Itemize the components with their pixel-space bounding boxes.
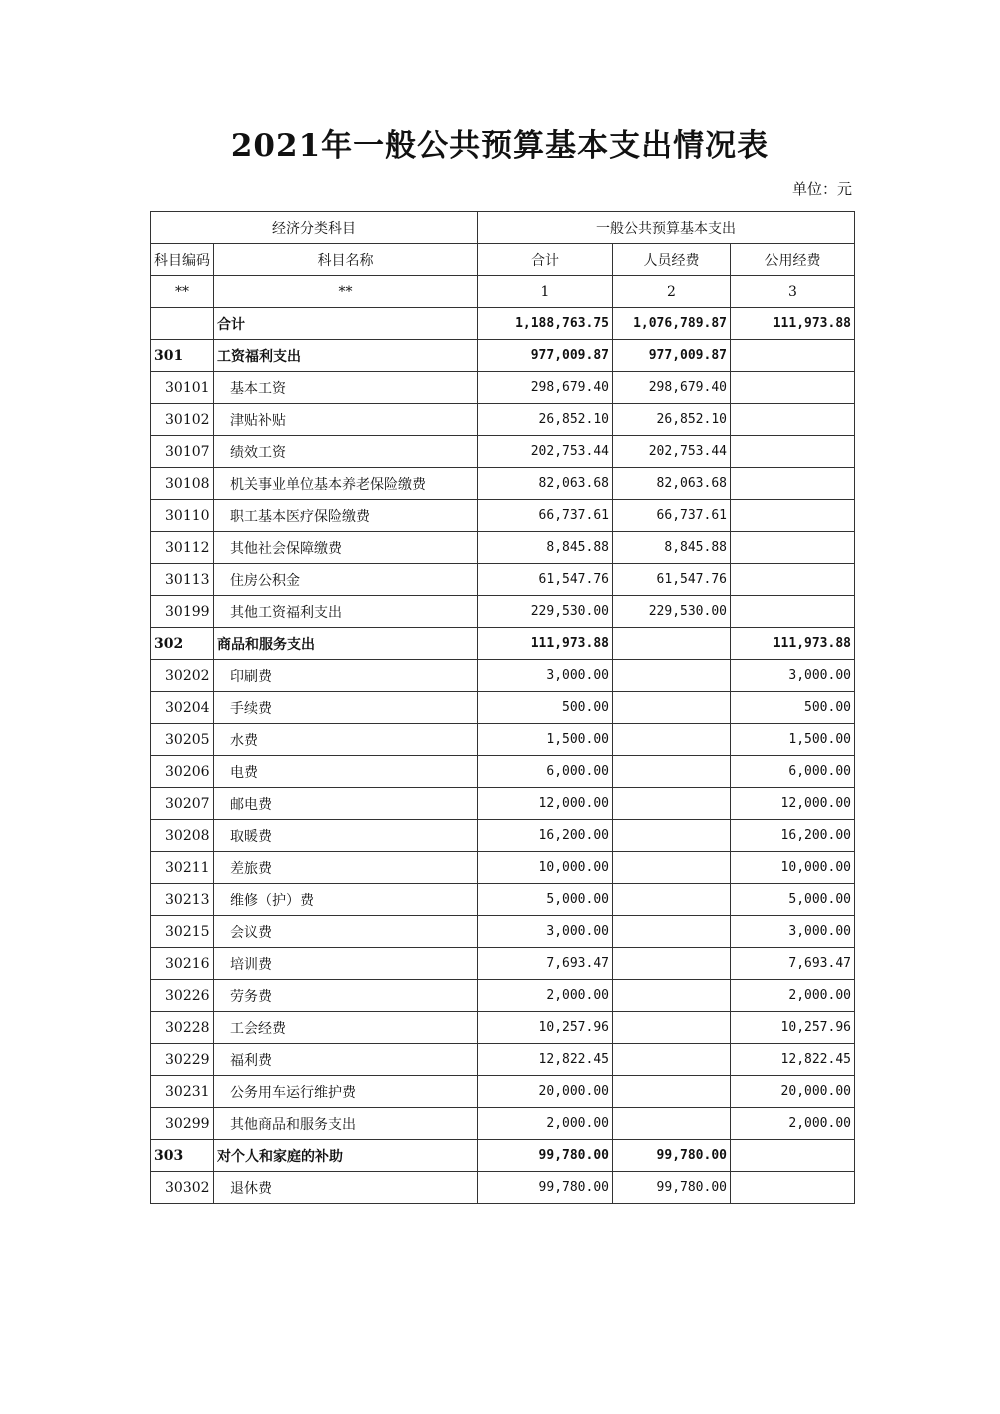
row-personnel [613,980,731,1012]
row-personnel [613,820,731,852]
row-code: 30208 [151,820,214,852]
row-personnel [613,788,731,820]
row-name: 印刷费 [214,660,478,692]
table-row [151,1140,855,1172]
row-personnel: 99,780.00 [613,1140,731,1172]
row-public: 1,500.00 [731,724,855,756]
row-personnel [613,1044,731,1076]
row-code: 30211 [151,852,214,884]
table-row [151,628,855,660]
row-code: 30207 [151,788,214,820]
index-2: 2 [613,276,731,308]
row-total: 16,200.00 [478,820,613,852]
row-total: 500.00 [478,692,613,724]
row-total: 61,547.76 [478,564,613,596]
index-code: ** [151,276,214,308]
row-personnel [613,884,731,916]
row-public: 6,000.00 [731,756,855,788]
table-row [151,1012,855,1044]
table-row [151,916,855,948]
table-row [151,564,855,596]
row-public: 111,973.88 [731,308,855,340]
row-total: 66,737.61 [478,500,613,532]
header-group-left: 经济分类科目 [151,212,478,244]
row-public [731,436,855,468]
row-name: 会议费 [214,916,478,948]
row-total: 111,973.88 [478,628,613,660]
row-personnel: 26,852.10 [613,404,731,436]
row-code: 30199 [151,596,214,628]
index-3: 3 [731,276,855,308]
table-row [151,436,855,468]
row-personnel [613,852,731,884]
row-name: 工会经费 [214,1012,478,1044]
row-total: 10,000.00 [478,852,613,884]
row-personnel [613,1012,731,1044]
row-name: 劳务费 [214,980,478,1012]
header-name: 科目名称 [214,244,478,276]
row-public: 12,822.45 [731,1044,855,1076]
row-personnel: 202,753.44 [613,436,731,468]
table-row [151,308,855,340]
row-total: 10,257.96 [478,1012,613,1044]
row-total: 977,009.87 [478,340,613,372]
row-personnel: 82,063.68 [613,468,731,500]
row-name: 退休费 [214,1172,478,1204]
budget-table [150,211,855,1204]
row-total: 6,000.00 [478,756,613,788]
row-code: 30113 [151,564,214,596]
row-code: 303 [151,1140,214,1172]
row-total: 20,000.00 [478,1076,613,1108]
row-name: 工资福利支出 [214,340,478,372]
row-total: 82,063.68 [478,468,613,500]
table-row [151,852,855,884]
table-row [151,724,855,756]
row-public: 12,000.00 [731,788,855,820]
table-row [151,532,855,564]
row-personnel: 66,737.61 [613,500,731,532]
row-total: 2,000.00 [478,980,613,1012]
index-1: 1 [478,276,613,308]
row-code: 30110 [151,500,214,532]
row-personnel [613,660,731,692]
table-row [151,660,855,692]
row-public: 2,000.00 [731,1108,855,1140]
row-public: 20,000.00 [731,1076,855,1108]
table-row [151,404,855,436]
row-public [731,532,855,564]
row-total: 26,852.10 [478,404,613,436]
row-name: 合计 [214,308,478,340]
row-code: 30299 [151,1108,214,1140]
header-index-row [151,276,855,308]
row-total: 5,000.00 [478,884,613,916]
header-group-row [151,212,855,244]
row-public: 7,693.47 [731,948,855,980]
row-code: 30204 [151,692,214,724]
row-code: 30112 [151,532,214,564]
row-code: 30206 [151,756,214,788]
page-title: 2021年一般公共预算基本支出情况表 [230,128,770,164]
row-total: 298,679.40 [478,372,613,404]
row-name: 职工基本医疗保险缴费 [214,500,478,532]
row-personnel [613,916,731,948]
table-row [151,692,855,724]
row-public [731,340,855,372]
table-row [151,980,855,1012]
row-public [731,1172,855,1204]
row-code: 301 [151,340,214,372]
table-row [151,1076,855,1108]
row-code: 30228 [151,1012,214,1044]
row-total: 1,188,763.75 [478,308,613,340]
row-name: 基本工资 [214,372,478,404]
row-code: 30202 [151,660,214,692]
header-column-row [151,244,855,276]
row-total: 12,000.00 [478,788,613,820]
row-personnel [613,1076,731,1108]
row-name: 绩效工资 [214,436,478,468]
table-row [151,1108,855,1140]
row-name: 培训费 [214,948,478,980]
row-name: 其他工资福利支出 [214,596,478,628]
row-total: 2,000.00 [478,1108,613,1140]
row-personnel [613,692,731,724]
row-personnel: 8,845.88 [613,532,731,564]
row-personnel: 229,530.00 [613,596,731,628]
row-name: 机关事业单位基本养老保险缴费 [214,468,478,500]
row-public [731,372,855,404]
row-personnel [613,724,731,756]
table-row [151,948,855,980]
table-row [151,372,855,404]
table-row [151,500,855,532]
row-name: 对个人和家庭的补助 [214,1140,478,1172]
row-name: 邮电费 [214,788,478,820]
row-code: 30215 [151,916,214,948]
row-name: 维修（护）费 [214,884,478,916]
row-total: 202,753.44 [478,436,613,468]
row-code: 30108 [151,468,214,500]
row-code: 30216 [151,948,214,980]
row-public [731,596,855,628]
row-name: 其他商品和服务支出 [214,1108,478,1140]
row-name: 取暖费 [214,820,478,852]
row-total: 3,000.00 [478,660,613,692]
row-public [731,1140,855,1172]
row-name: 其他社会保障缴费 [214,532,478,564]
row-public [731,500,855,532]
row-personnel: 61,547.76 [613,564,731,596]
row-personnel: 1,076,789.87 [613,308,731,340]
row-public: 5,000.00 [731,884,855,916]
row-name: 水费 [214,724,478,756]
row-personnel: 977,009.87 [613,340,731,372]
row-personnel [613,628,731,660]
table-row [151,1044,855,1076]
row-total: 7,693.47 [478,948,613,980]
row-name: 公务用车运行维护费 [214,1076,478,1108]
header-public: 公用经费 [731,244,855,276]
row-name: 商品和服务支出 [214,628,478,660]
row-code: 30205 [151,724,214,756]
table-row [151,820,855,852]
row-public: 3,000.00 [731,660,855,692]
row-total: 8,845.88 [478,532,613,564]
index-name: ** [214,276,478,308]
row-code: 30302 [151,1172,214,1204]
header-code: 科目编码 [151,244,214,276]
table-row [151,468,855,500]
row-code: 30107 [151,436,214,468]
row-code: 30226 [151,980,214,1012]
row-public: 10,000.00 [731,852,855,884]
row-code [151,308,214,340]
row-code: 30213 [151,884,214,916]
row-public: 111,973.88 [731,628,855,660]
row-total: 12,822.45 [478,1044,613,1076]
table-row [151,1172,855,1204]
row-name: 福利费 [214,1044,478,1076]
table-row [151,596,855,628]
row-personnel [613,1108,731,1140]
row-public [731,404,855,436]
row-total: 99,780.00 [478,1172,613,1204]
row-code: 30101 [151,372,214,404]
row-code: 30102 [151,404,214,436]
header-personnel: 人员经费 [613,244,731,276]
row-personnel: 298,679.40 [613,372,731,404]
row-total: 229,530.00 [478,596,613,628]
header-group-right: 一般公共预算基本支出 [478,212,855,244]
row-public [731,564,855,596]
row-public: 3,000.00 [731,916,855,948]
row-name: 住房公积金 [214,564,478,596]
table-row [151,340,855,372]
row-name: 津贴补贴 [214,404,478,436]
row-public: 16,200.00 [731,820,855,852]
row-name: 差旅费 [214,852,478,884]
table-row [151,788,855,820]
row-name: 电费 [214,756,478,788]
row-total: 3,000.00 [478,916,613,948]
row-personnel [613,756,731,788]
row-code: 302 [151,628,214,660]
row-code: 30231 [151,1076,214,1108]
row-public: 10,257.96 [731,1012,855,1044]
table-row [151,756,855,788]
unit-label: 单位：元 [791,180,852,198]
row-personnel [613,948,731,980]
row-public: 500.00 [731,692,855,724]
table-row [151,884,855,916]
row-code: 30229 [151,1044,214,1076]
row-personnel: 99,780.00 [613,1172,731,1204]
row-name: 手续费 [214,692,478,724]
row-public: 2,000.00 [731,980,855,1012]
header-total: 合计 [478,244,613,276]
row-total: 1,500.00 [478,724,613,756]
row-public [731,468,855,500]
row-total: 99,780.00 [478,1140,613,1172]
